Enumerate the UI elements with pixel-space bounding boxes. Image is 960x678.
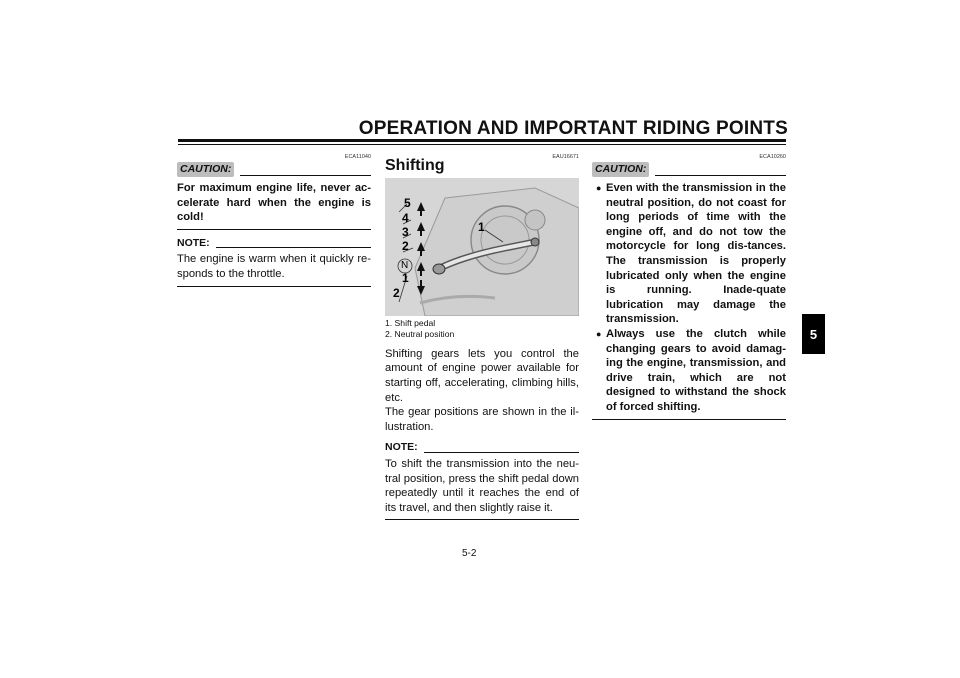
note-text: To shift the transmission into the neu-tral position, press the shift pedal down repeatedly until it reaches the end of its travel, and then slightly raise it.: [385, 457, 579, 514]
note-end-rule: [385, 519, 579, 520]
shift-pedal-illustration: [385, 178, 579, 316]
gear-label-1: 1: [402, 270, 409, 285]
note-label: NOTE:: [177, 236, 210, 249]
page-header-title: OPERATION AND IMPORTANT RIDING POINTS: [358, 118, 788, 139]
section-code: EAU16671: [552, 154, 579, 160]
caution-heading: [592, 162, 786, 177]
shifting-body-text: Shifting gears lets you control the amount of engine power available for starting off, accelerating, climbing hills, etc. The gear positions are shown in the il-lustration.: [385, 347, 579, 433]
note-heading: [385, 440, 579, 455]
bullet-text: Even with the transmission in the neutral position, do not coast for long periods of time with the engine off, and do not tow the motorcycle for long dis-tances. The transmission is properly lubricated only when the engine is running. Inade-quate lubrication may damage the transmission.: [606, 182, 786, 326]
caption-item: 1. Shift pedal: [385, 317, 436, 328]
caption-item: 2. Neutral position: [385, 329, 455, 340]
gear-label-3: 3: [402, 224, 409, 239]
bullet-dot-icon: ●: [596, 183, 602, 193]
page-number: 5-2: [462, 548, 477, 559]
header-rule-thin: [178, 144, 786, 145]
caution-rule: [655, 175, 786, 176]
caution-heading: [177, 162, 371, 177]
header-rule-thick: [178, 139, 786, 142]
section-title: Shifting: [385, 157, 445, 174]
gear-label-4: 4: [402, 210, 409, 225]
column-left: [177, 153, 371, 287]
bullet-dot-icon: ●: [596, 328, 602, 339]
note-heading: [177, 236, 371, 251]
caution-end-rule: [177, 229, 371, 230]
note-rule: [216, 247, 371, 248]
caution-bullet: [592, 327, 786, 415]
figure-captions: [385, 318, 579, 341]
gear-label-5: 5: [404, 195, 411, 210]
note-end-rule: [177, 286, 371, 287]
callout-1: 1: [478, 219, 485, 234]
note-text: The engine is warm when it quickly re-sponds to the throttle.: [177, 253, 371, 280]
gear-label-2: 2: [402, 238, 409, 253]
caution-rule: [240, 175, 371, 176]
bullet-text: Always use the clutch while changing gears to avoid damag-ing the engine, transmission, and drive train, which are not designed to withstand the shock of forced shifting.: [606, 327, 786, 413]
column-middle: [385, 153, 579, 520]
caution-bullet: [592, 181, 786, 327]
caution-text: For maximum engine life, never ac-celerate hard when the engine is cold!: [177, 182, 371, 224]
chapter-tab[interactable]: 5: [802, 314, 825, 354]
gear-label-neutral: N: [401, 259, 409, 271]
section-code: ECA10260: [759, 154, 786, 160]
caution-badge: CAUTION:: [177, 162, 234, 177]
note-label: NOTE:: [385, 441, 418, 454]
column-right: [592, 153, 786, 420]
section-code: ECA11040: [344, 154, 371, 160]
callout-2: 2: [393, 285, 400, 300]
caution-end-rule: [592, 419, 786, 420]
shift-pedal-drawing: [385, 178, 579, 316]
caution-badge: CAUTION:: [592, 162, 649, 177]
note-rule: [424, 452, 579, 453]
